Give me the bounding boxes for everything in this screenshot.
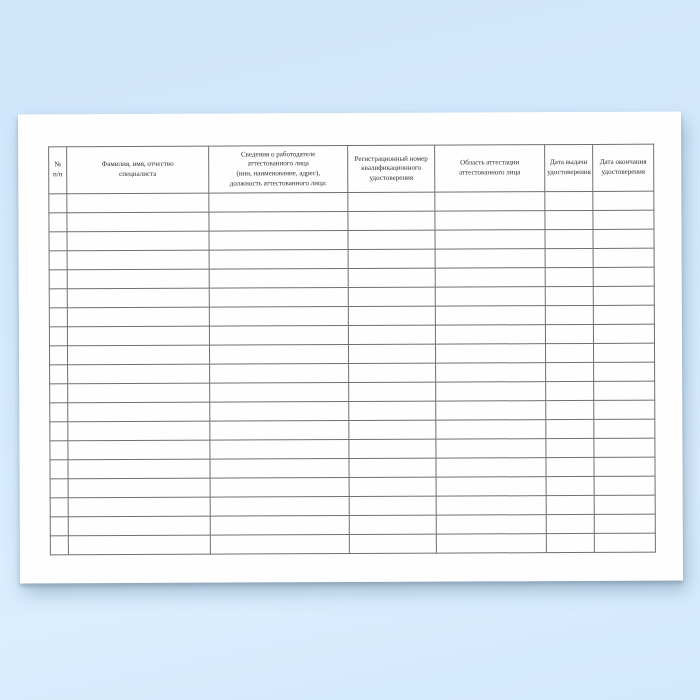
empty-cell-fio <box>68 402 210 422</box>
empty-cell-expiry-date <box>594 419 655 438</box>
table-row <box>50 495 655 517</box>
empty-cell-num <box>50 403 68 422</box>
empty-cell-reg-number <box>349 401 436 420</box>
empty-cell-reg-number <box>349 363 436 382</box>
empty-cell-expiry-date <box>593 305 654 324</box>
empty-cell-num <box>49 213 67 232</box>
empty-cell-attestation-area <box>435 249 545 268</box>
empty-cell-issue-date <box>545 286 593 305</box>
empty-cell-employer <box>209 345 348 365</box>
column-header-issue-date: Дата выдачи удостоверения <box>545 144 593 191</box>
empty-cell-attestation-area <box>436 401 546 420</box>
empty-cell-issue-date <box>546 514 594 533</box>
empty-cell-num <box>50 517 68 536</box>
empty-cell-expiry-date <box>594 381 655 400</box>
empty-cell-issue-date <box>546 476 594 495</box>
empty-cell-num <box>50 460 68 479</box>
document-page <box>18 112 683 584</box>
empty-cell-issue-date <box>545 324 593 343</box>
empty-cell-reg-number <box>349 420 436 439</box>
empty-cell-fio <box>67 326 209 346</box>
empty-cell-expiry-date <box>594 457 655 476</box>
empty-cell-reg-number <box>348 268 435 287</box>
empty-cell-num <box>50 536 68 555</box>
empty-cell-employer <box>210 421 349 441</box>
empty-cell-reg-number <box>348 230 435 249</box>
empty-cell-fio <box>68 497 210 517</box>
empty-cell-reg-number <box>348 306 435 325</box>
table-row <box>50 476 655 498</box>
table-header-row <box>49 144 654 194</box>
empty-cell-issue-date <box>546 419 594 438</box>
empty-cell-issue-date <box>546 381 594 400</box>
empty-cell-attestation-area <box>435 325 545 344</box>
table-row <box>49 248 654 270</box>
empty-cell-attestation-area <box>436 496 546 515</box>
empty-cell-fio <box>67 212 209 232</box>
empty-cell-attestation-area <box>435 306 545 325</box>
empty-cell-num <box>49 308 67 327</box>
empty-cell-expiry-date <box>594 533 655 552</box>
empty-cell-expiry-date <box>594 362 655 381</box>
empty-cell-employer <box>209 288 348 308</box>
empty-cell-attestation-area <box>435 287 545 306</box>
empty-cell-num <box>50 498 68 517</box>
empty-cell-expiry-date <box>594 495 655 514</box>
empty-cell-employer <box>210 478 349 498</box>
empty-cell-issue-date <box>546 533 594 552</box>
table-row <box>50 533 655 555</box>
empty-cell-employer <box>209 212 348 232</box>
column-header-attestation-area: Область аттестации аттестованного лица <box>435 145 545 192</box>
empty-cell-employer <box>210 497 349 517</box>
empty-cell-employer <box>210 516 349 536</box>
empty-cell-reg-number <box>348 287 435 306</box>
empty-cell-reg-number <box>348 211 435 230</box>
empty-cell-issue-date <box>545 210 593 229</box>
empty-cell-fio <box>67 193 209 213</box>
empty-cell-fio <box>68 478 210 498</box>
table-row <box>49 286 654 308</box>
empty-cell-expiry-date <box>593 191 654 210</box>
empty-cell-num <box>49 232 67 251</box>
column-header-employer: Сведения о работодателе аттестованного лица (инн, наименование, адрес), должность аттестованного лица: <box>209 146 348 194</box>
empty-cell-fio <box>67 231 209 251</box>
empty-cell-issue-date <box>545 248 593 267</box>
empty-cell-expiry-date <box>594 400 655 419</box>
empty-cell-attestation-area <box>436 439 546 458</box>
table-row <box>50 438 655 460</box>
empty-cell-reg-number <box>348 325 435 344</box>
empty-cell-issue-date <box>545 191 593 210</box>
empty-cell-issue-date <box>546 400 594 419</box>
empty-cell-fio <box>67 269 209 289</box>
empty-cell-attestation-area <box>435 344 545 363</box>
empty-cell-expiry-date <box>593 324 654 343</box>
empty-cell-fio <box>68 440 210 460</box>
empty-cell-employer <box>210 535 349 555</box>
empty-cell-attestation-area <box>436 477 546 496</box>
empty-cell-employer <box>210 459 349 479</box>
empty-cell-fio <box>68 535 210 555</box>
empty-cell-fio <box>67 250 209 270</box>
empty-cell-attestation-area <box>436 515 546 534</box>
empty-cell-reg-number <box>349 458 436 477</box>
table-row <box>50 419 655 441</box>
table-row <box>50 400 655 422</box>
table-row <box>50 514 655 536</box>
empty-cell-attestation-area <box>436 420 546 439</box>
column-header-expiry-date: Дата окончания удостоверения <box>593 144 654 191</box>
empty-cell-num <box>49 194 67 213</box>
empty-cell-attestation-area <box>435 192 545 211</box>
empty-cell-expiry-date <box>593 286 654 305</box>
table-row <box>50 362 655 384</box>
empty-cell-num <box>50 479 68 498</box>
empty-cell-issue-date <box>546 438 594 457</box>
empty-cell-expiry-date <box>593 210 654 229</box>
empty-cell-num <box>49 327 67 346</box>
empty-cell-issue-date <box>545 229 593 248</box>
empty-cell-employer <box>209 231 348 251</box>
empty-cell-num <box>50 422 68 441</box>
empty-cell-num <box>50 365 68 384</box>
empty-cell-num <box>49 270 67 289</box>
empty-cell-expiry-date <box>593 267 654 286</box>
empty-cell-employer <box>209 269 348 289</box>
table-row <box>49 324 654 346</box>
empty-cell-reg-number <box>348 344 435 363</box>
empty-cell-expiry-date <box>593 343 654 362</box>
empty-cell-fio <box>67 345 209 365</box>
empty-cell-employer <box>209 193 348 213</box>
table-row <box>49 343 654 365</box>
empty-cell-fio <box>67 288 209 308</box>
empty-cell-reg-number <box>348 249 435 268</box>
empty-cell-attestation-area <box>435 211 545 230</box>
attestation-journal-table <box>48 144 656 556</box>
empty-cell-fio <box>68 421 210 441</box>
empty-cell-attestation-area <box>435 230 545 249</box>
empty-cell-employer <box>209 250 348 270</box>
table-row <box>49 210 654 232</box>
table-row <box>50 381 655 403</box>
empty-cell-issue-date <box>546 495 594 514</box>
empty-cell-employer <box>210 383 349 403</box>
table-row <box>49 267 654 289</box>
empty-cell-expiry-date <box>593 248 654 267</box>
empty-cell-issue-date <box>545 343 593 362</box>
empty-cell-employer <box>210 440 349 460</box>
empty-cell-expiry-date <box>594 476 655 495</box>
table-row <box>49 191 654 213</box>
empty-cell-reg-number <box>349 439 436 458</box>
column-header-reg-number: Регистрационный номер квалификационного удостоверения <box>348 145 435 192</box>
empty-cell-employer <box>209 307 348 327</box>
column-header-fio: Фамилия, имя, отчество специалиста <box>67 146 209 194</box>
table-row <box>49 305 654 327</box>
empty-cell-fio <box>68 459 210 479</box>
empty-cell-num <box>50 441 68 460</box>
empty-cell-num <box>49 346 67 365</box>
empty-cell-reg-number <box>349 496 436 515</box>
empty-cell-fio <box>68 364 210 384</box>
column-header-num: № п/п <box>49 147 67 194</box>
empty-cell-fio <box>68 383 210 403</box>
empty-cell-attestation-area <box>436 534 546 553</box>
empty-cell-expiry-date <box>594 438 655 457</box>
empty-cell-reg-number <box>349 382 436 401</box>
empty-cell-attestation-area <box>436 382 546 401</box>
empty-cell-attestation-area <box>435 268 545 287</box>
empty-cell-expiry-date <box>593 229 654 248</box>
empty-cell-num <box>49 251 67 270</box>
empty-cell-issue-date <box>545 267 593 286</box>
empty-cell-reg-number <box>349 534 436 553</box>
empty-cell-attestation-area <box>436 458 546 477</box>
empty-cell-attestation-area <box>436 363 546 382</box>
empty-cell-issue-date <box>546 457 594 476</box>
empty-cell-fio <box>67 307 209 327</box>
empty-cell-employer <box>210 364 349 384</box>
empty-cell-expiry-date <box>594 514 655 533</box>
empty-cell-employer <box>209 326 348 346</box>
empty-cell-fio <box>68 516 210 536</box>
empty-cell-employer <box>210 402 349 422</box>
empty-cell-reg-number <box>348 192 435 211</box>
empty-cell-issue-date <box>546 362 594 381</box>
empty-cell-num <box>49 289 67 308</box>
empty-cell-issue-date <box>545 305 593 324</box>
empty-cell-reg-number <box>349 515 436 534</box>
table-row <box>49 229 654 251</box>
empty-cell-num <box>50 384 68 403</box>
table-body <box>49 191 656 555</box>
table-row <box>50 457 655 479</box>
empty-cell-reg-number <box>349 477 436 496</box>
